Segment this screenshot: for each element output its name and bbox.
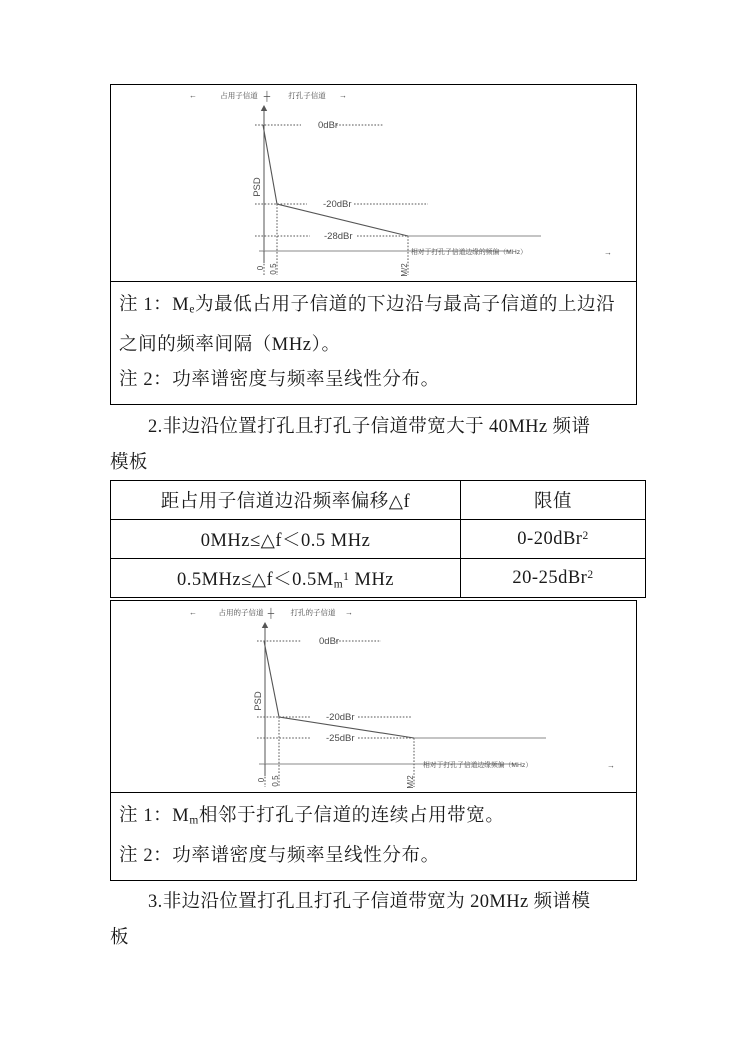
table-header-offset: 距占用子信道边沿频率偏移△f bbox=[111, 481, 461, 520]
chart1-top-labels bbox=[189, 90, 347, 102]
note-1-line-2: 之间的频率间隔（MHz）。 bbox=[119, 334, 341, 355]
note-1-label: 注 1： bbox=[119, 295, 173, 315]
occupied-subchannel-label: 占用的子信道 bbox=[218, 608, 264, 617]
row-2-offset-part-4: MHz bbox=[349, 570, 395, 590]
level-label-25dbr: -25dBr bbox=[326, 733, 355, 744]
left-arrow-glyph: ← bbox=[189, 608, 197, 617]
note-1-line-1 bbox=[119, 288, 628, 328]
row-2-offset-part-1: 0.5MHz≤△f＜0.5M bbox=[176, 570, 334, 590]
note-2-label: 注 2： bbox=[119, 369, 173, 390]
center-marker-glyph: ┼ bbox=[267, 608, 275, 618]
row-1-limit-superscript: 2 bbox=[582, 529, 589, 542]
right-arrow-glyph: → bbox=[345, 608, 353, 617]
note-1-symbol: M bbox=[172, 295, 190, 315]
row-2-limit-superscript: 2 bbox=[587, 568, 594, 581]
xtick-label-0p5: 0.5 bbox=[271, 775, 280, 787]
y-axis-title-psd: PSD bbox=[253, 691, 264, 711]
note-1-text: 为最低占用子信道的下边沿与最高子信道的上边沿 bbox=[195, 295, 616, 315]
chart2-axes bbox=[259, 622, 516, 776]
xtick-label-0: 0 bbox=[256, 265, 265, 271]
row-1-limit-value: 0-20dBr bbox=[517, 528, 583, 549]
note-2-text: 功率谱密度与频率呈线性分布。 bbox=[172, 369, 440, 390]
heading-3-number: 3. bbox=[148, 892, 163, 912]
x-axis-title-arrow: → bbox=[604, 248, 612, 257]
y-axis-title-psd: PSD bbox=[252, 177, 263, 197]
table-header-limit: 限值 bbox=[461, 481, 646, 520]
notes-cell-2 bbox=[111, 793, 637, 881]
xtick-label-mdiv2: M/2 bbox=[400, 263, 409, 277]
heading-section-2 bbox=[110, 409, 640, 481]
chart1-mask-curve bbox=[263, 125, 511, 236]
notes-cell-1 bbox=[111, 282, 637, 405]
row-2-limit-value: 20-25dBr bbox=[512, 567, 588, 588]
row-1-limit bbox=[461, 520, 646, 559]
level-label-0dbr: 0dBr bbox=[319, 636, 340, 647]
y-axis-arrowhead bbox=[262, 622, 268, 628]
level-label-20dbr: -20dBr bbox=[326, 712, 355, 723]
table-header-row bbox=[111, 481, 646, 520]
xtick-label-0: 0 bbox=[257, 777, 266, 783]
level-label-20dbr: -20dBr bbox=[323, 199, 352, 210]
note-3-text: 相邻于打孔子信道的连续占用带宽。 bbox=[198, 806, 505, 826]
note-1-subscript: e bbox=[189, 303, 196, 316]
chart2-mask-curve bbox=[264, 641, 516, 738]
note-2-line-1 bbox=[119, 363, 628, 398]
figure-table-1 bbox=[110, 84, 637, 405]
heading-2-number: 2. bbox=[148, 417, 163, 437]
xtick-label-mdiv2: M/2 bbox=[406, 775, 415, 789]
x-axis-title-arrow: → bbox=[607, 761, 615, 770]
punctured-subchannel-label: 打孔子信道 bbox=[288, 91, 326, 100]
note-3-line-1 bbox=[119, 799, 628, 839]
table-row bbox=[111, 559, 646, 598]
heading-2-line-1 bbox=[110, 409, 640, 445]
chart-cell-2 bbox=[111, 601, 637, 793]
spectrum-mask-chart-1 bbox=[111, 85, 636, 281]
heading-2-text: 非边沿位置打孔且打孔子信道带宽大于 40MHz 频谱 bbox=[162, 417, 591, 437]
heading-3-line-1 bbox=[110, 884, 640, 920]
chart2-drop-lines bbox=[265, 717, 414, 787]
note-3-label: 注 1： bbox=[119, 806, 173, 826]
left-arrow-glyph: ← bbox=[189, 91, 197, 100]
limits-table bbox=[110, 480, 646, 598]
punctured-subchannel-label: 打孔的子信道 bbox=[290, 608, 336, 617]
figure-table-2 bbox=[110, 600, 637, 881]
note-3-subscript: m bbox=[189, 814, 199, 827]
right-arrow-glyph: → bbox=[339, 91, 347, 100]
occupied-subchannel-label: 占用子信道 bbox=[220, 91, 258, 100]
heading-3-line-2: 板 bbox=[110, 928, 129, 948]
chart-cell-1 bbox=[111, 85, 637, 282]
note-4-label: 注 2： bbox=[119, 845, 173, 866]
row-2-limit bbox=[461, 559, 646, 598]
row-2-offset-superscript: 1 bbox=[343, 570, 350, 583]
row-2-offset-subscript: m bbox=[333, 578, 344, 591]
heading-3-text: 非边沿位置打孔且打孔子信道带宽为 20MHz 频谱模 bbox=[162, 892, 591, 912]
chart1-axes bbox=[259, 105, 511, 263]
chart2-top-labels bbox=[189, 607, 353, 619]
level-label-0dbr: 0dBr bbox=[318, 120, 339, 131]
heading-2-line-2: 模板 bbox=[110, 453, 148, 473]
note-4-text: 功率谱密度与频率呈线性分布。 bbox=[172, 845, 440, 866]
heading-section-3 bbox=[110, 884, 640, 956]
level-label-28dbr: -28dBr bbox=[324, 231, 353, 242]
xtick-label-0p5: 0.5 bbox=[269, 263, 278, 275]
center-marker-glyph: ┼ bbox=[263, 91, 271, 101]
y-axis-arrowhead bbox=[261, 105, 267, 111]
chart2-level-leaders bbox=[257, 641, 414, 738]
note-3-symbol: M bbox=[172, 806, 190, 826]
row-2-offset bbox=[111, 559, 461, 598]
x-axis-title: 相对于打孔子信道边缘频偏（MHz） bbox=[423, 762, 533, 769]
row-1-offset: 0MHz≤△f＜0.5 MHz bbox=[111, 520, 461, 559]
x-axis-title: 相对于打孔子信道边缘的频偏（MHz） bbox=[411, 249, 527, 256]
spectrum-mask-chart-2 bbox=[111, 601, 636, 792]
note-4-line-1 bbox=[119, 839, 628, 874]
table-row bbox=[111, 520, 646, 559]
